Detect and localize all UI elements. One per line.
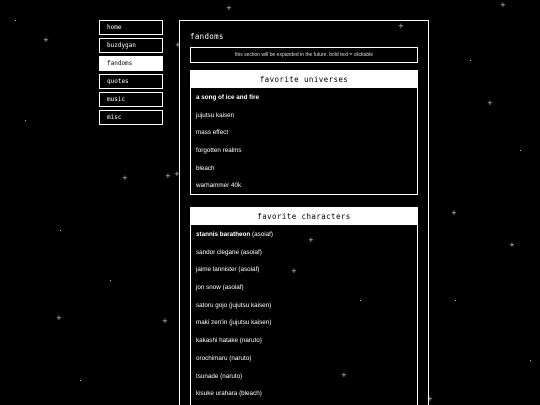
character-item [191, 297, 417, 315]
universes-list [191, 88, 417, 195]
character-source: (bleach) [239, 390, 262, 398]
universe-item[interactable]: a song of ice and fire [196, 94, 259, 101]
notice-banner: this section will be expanded in the future. bold text = clickable [190, 47, 418, 63]
section-header: favorite characters [191, 208, 417, 225]
sidebar-item-misc[interactable]: misc [99, 110, 163, 125]
star-dot [520, 150, 521, 151]
section-header: favorite universes [191, 71, 417, 88]
star-dot [80, 380, 81, 381]
character-source: (naruto) [239, 337, 262, 345]
sidebar-item-buzdygan[interactable]: buzdygan [99, 38, 163, 53]
star-icon: + [175, 41, 181, 49]
universe-item: bleach [196, 164, 215, 172]
character-source: (naruto) [229, 354, 252, 362]
character-item [191, 385, 417, 403]
universe-item: forgotten realms [196, 147, 242, 155]
character-item [191, 314, 417, 332]
star-icon: + [398, 22, 404, 30]
star-icon: + [487, 99, 493, 107]
character-name: jaime lannister [196, 266, 237, 274]
character-item [191, 332, 417, 350]
star-dot [25, 120, 26, 121]
character-name: maki zen'in [196, 319, 228, 327]
favorite-universes-section [190, 70, 418, 195]
star-icon: + [226, 4, 232, 12]
sidebar-nav [99, 20, 163, 128]
character-source: (naruto) [220, 372, 243, 380]
character-item [191, 244, 417, 262]
character-name: orochimaru [196, 354, 228, 362]
character-name: tsunade [196, 372, 219, 380]
sidebar-item-fandoms[interactable]: fandoms [99, 56, 163, 71]
star-icon: + [174, 170, 180, 178]
star-icon: + [341, 371, 347, 379]
characters-list [191, 225, 417, 403]
character-name: sandor clegane [196, 248, 240, 256]
character-item [191, 279, 417, 297]
character-name: satoru gojo [196, 301, 228, 309]
star-icon: + [427, 395, 433, 403]
star-icon: + [43, 36, 49, 44]
character-item [191, 368, 417, 386]
star-dot [60, 230, 61, 231]
main-panel [179, 20, 429, 405]
star-dot [470, 60, 471, 61]
star-icon: + [56, 314, 62, 322]
star-icon: + [451, 209, 457, 217]
sidebar-item-home[interactable]: home [99, 20, 163, 35]
character-item [191, 226, 417, 244]
universe-item: jujutsu kaisen [196, 111, 235, 119]
character-source: (jujutsu kaisen) [229, 319, 272, 327]
universe-item: mass effect [196, 129, 229, 137]
character-source: (asoiaf) [251, 231, 273, 238]
character-source: (asoiaf) [238, 266, 260, 274]
star-icon: + [165, 172, 171, 180]
sidebar-item-music[interactable]: music [99, 92, 163, 107]
star-icon: + [122, 174, 128, 182]
character-name: jon snow [196, 284, 221, 292]
star-icon: + [509, 241, 515, 249]
star-dot [530, 360, 531, 361]
page-title: fandoms [190, 32, 224, 41]
star-icon: + [291, 267, 297, 275]
character-item [191, 261, 417, 279]
character-source: (jujutsu kaisen) [228, 301, 272, 309]
star-icon: + [162, 317, 168, 325]
sidebar-item-quotes[interactable]: quotes [99, 74, 163, 89]
character-source: (asoiaf) [240, 248, 262, 256]
star-icon: + [308, 236, 314, 244]
character-name[interactable]: stannis baratheon [196, 231, 251, 238]
character-name: kisuke urahara [196, 390, 238, 398]
universe-item: warhammer 40k [196, 182, 242, 190]
star-dot [15, 20, 16, 21]
character-item [191, 350, 417, 368]
character-source: (asoiaf) [222, 284, 244, 292]
star-icon: + [500, 1, 506, 9]
favorite-characters-section [190, 207, 418, 405]
star-dot [455, 300, 456, 301]
character-name: kakashi hatake [196, 337, 239, 345]
star-dot [110, 280, 111, 281]
